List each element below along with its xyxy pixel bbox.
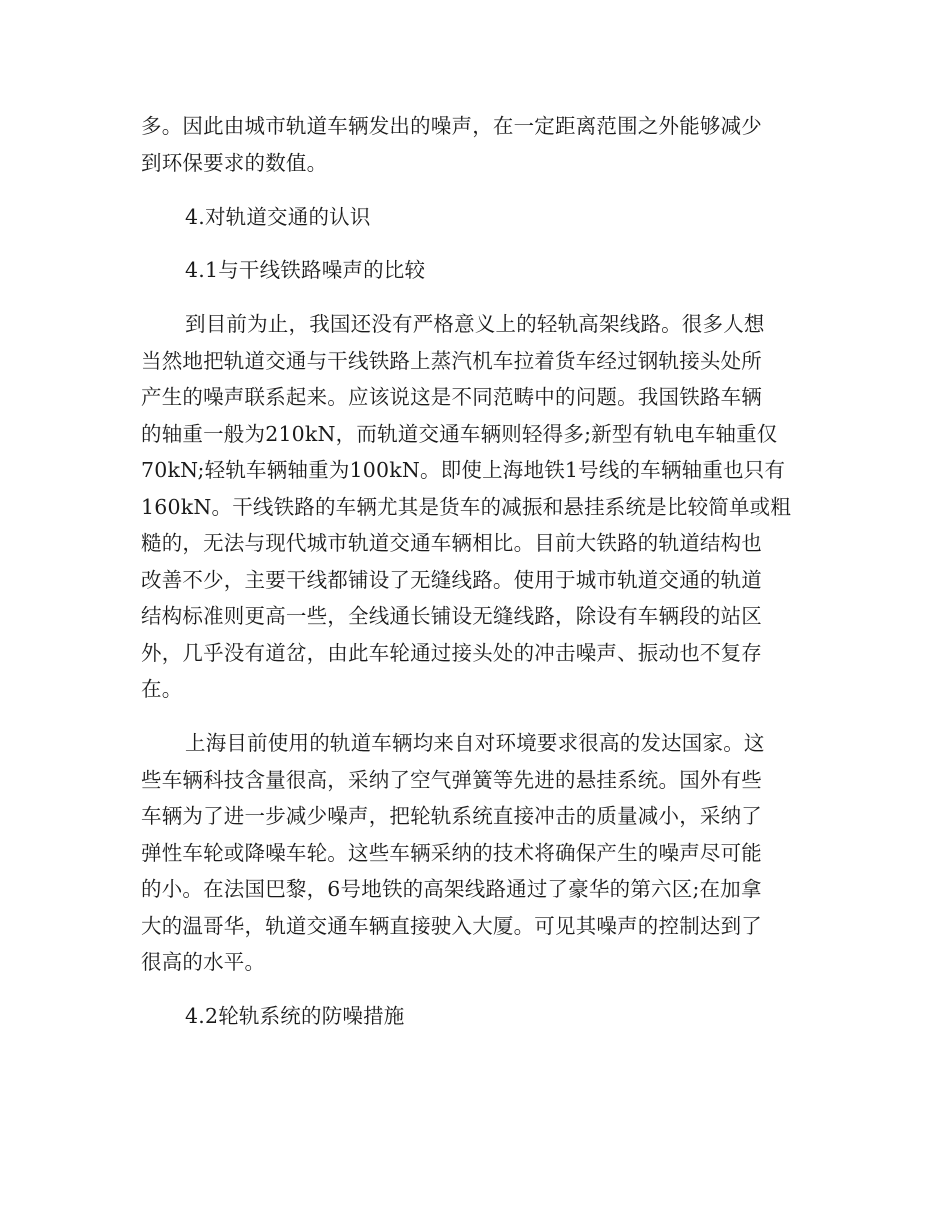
text-line: 上海目前使用的轨道车辆均来自对环境要求很高的发达国家。这 [185,731,765,755]
text-line: 当然地把轨道交通与干线铁路上蒸汽机车拉着货车经过钢轨接头处所 [141,349,762,373]
text-line: 多。因此由城市轨道车辆发出的噪声，在一定距离范围之外能够减少 [141,114,762,138]
text-line: 糙的，无法与现代城市轨道交通车辆相比。目前大铁路的轨道结构也 [141,531,762,555]
text-line: 160kN。干线铁路的车辆尤其是货车的减振和悬挂系统是比较简单或粗 [141,495,792,519]
text-line: 产生的噪声联系起来。应该说这是不同范畴中的问题。我国铁路车辆 [141,385,762,409]
text-line: 在。 [141,677,183,701]
text-line: 改善不少，主要干线都铺设了无缝线路。使用于城市轨道交通的轨道 [141,568,762,592]
subsection-heading: 4.2轮轨系统的防噪措施 [185,1004,405,1028]
text-line: 到环保要求的数值。 [141,151,328,175]
text-line: 到目前为止，我国还没有严格意义上的轻轨高架线路。很多人想 [185,312,765,336]
text-line: 70kN;轻轨车辆轴重为100kN。即使上海地铁1号线的车辆轴重也只有 [141,458,786,482]
text-line: 大的温哥华，轨道交通车辆直接驶入大厦。可见其噪声的控制达到了 [141,914,762,938]
section-heading: 4.对轨道交通的认识 [185,205,371,229]
text-line: 外，几乎没有道岔，由此车轮通过接头处的冲击噪声、振动也不复存 [141,641,762,665]
text-line: 的轴重一般为210kN，而轨道交通车辆则轻得多;新型有轨电车轴重仅 [141,422,778,446]
text-line: 车辆为了进一步减少噪声，把轮轨系统直接冲击的质量减小，采纳了 [141,804,762,828]
text-line: 弹性车轮或降噪车轮。这些车辆采纳的技术将确保产生的噪声尽可能 [141,841,762,865]
subsection-heading: 4.1与干线铁路噪声的比较 [185,258,426,282]
text-line: 很高的水平。 [141,950,266,974]
text-line: 些车辆科技含量很高，采纳了空气弹簧等先进的悬挂系统。国外有些 [141,768,762,792]
text-line: 的小。在法国巴黎，6号地铁的高架线路通过了豪华的第六区;在加拿 [141,877,762,901]
text-line: 结构标准则更高一些，全线通长铺设无缝线路，除设有车辆段的站区 [141,604,762,628]
